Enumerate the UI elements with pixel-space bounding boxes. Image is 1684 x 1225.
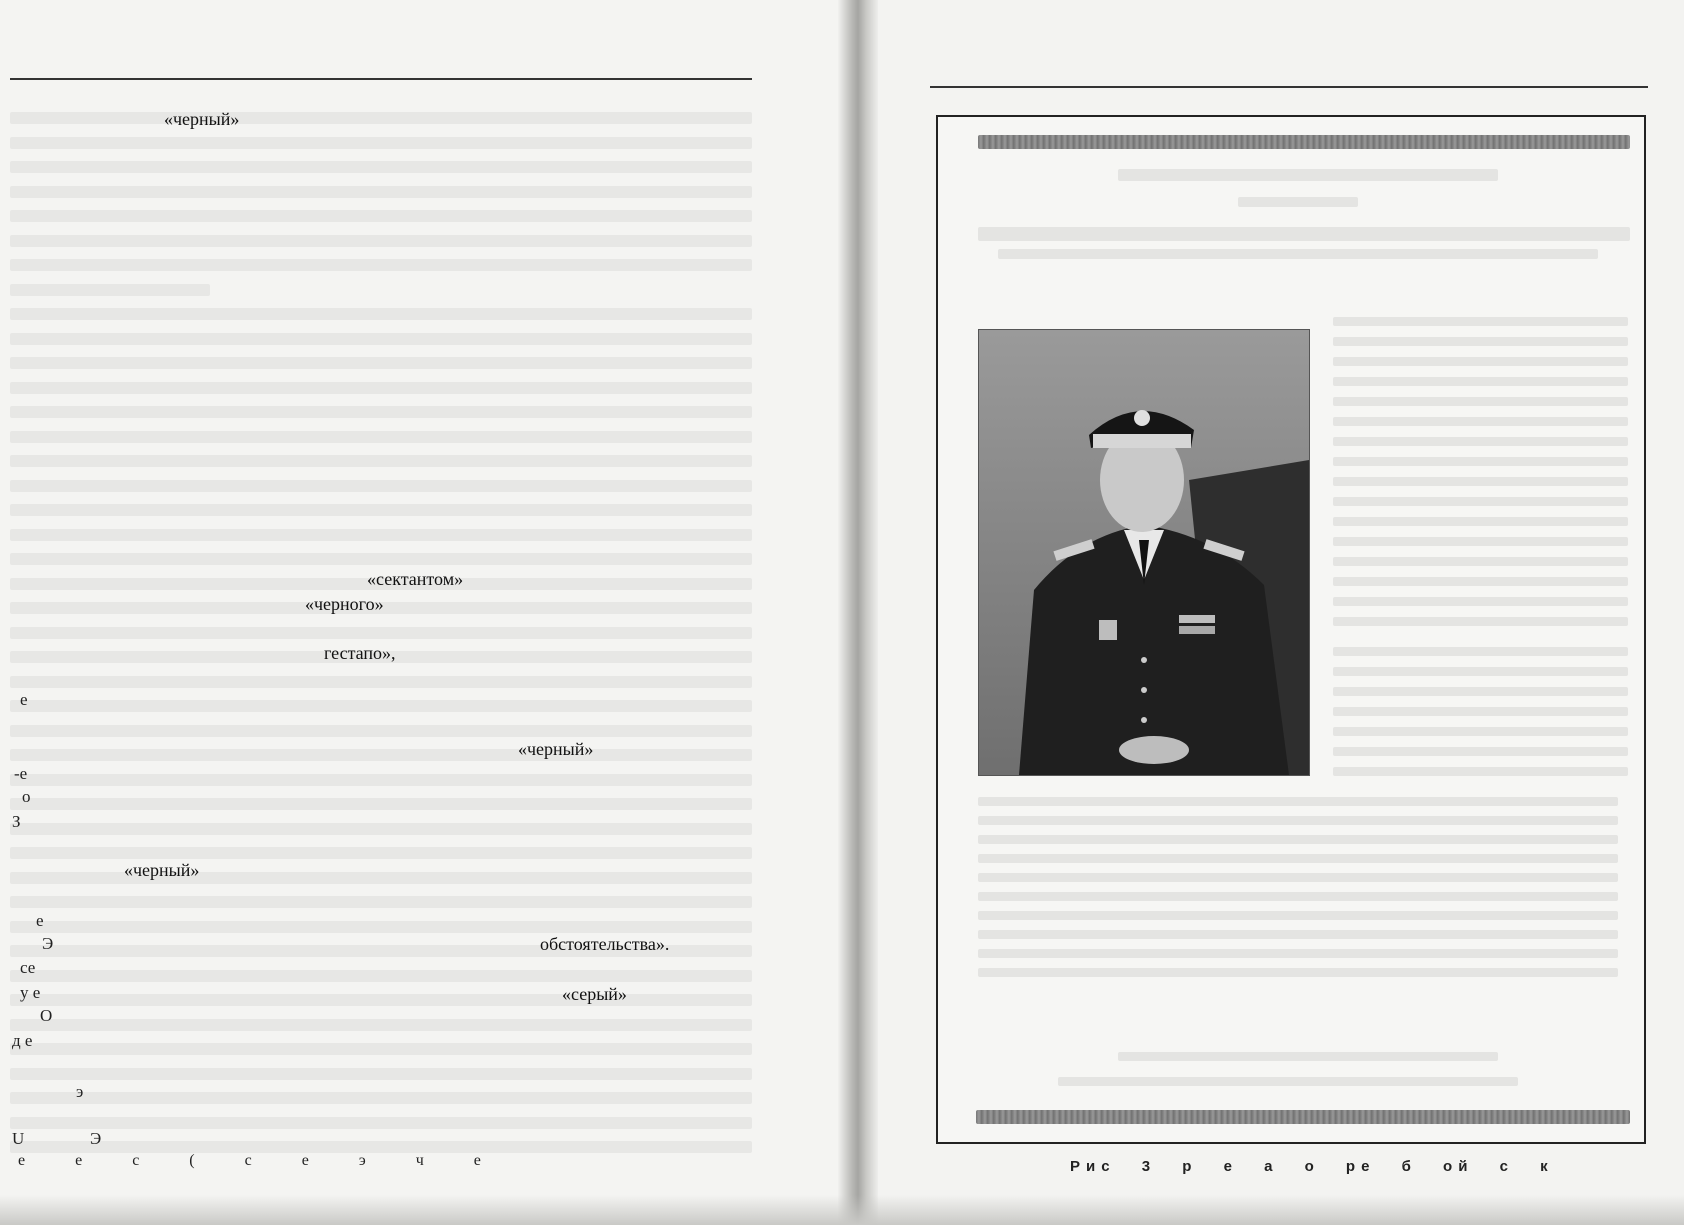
faded-text-line <box>10 970 752 982</box>
faded-text-line <box>1333 377 1628 386</box>
margin-fragment: Э <box>90 1129 102 1148</box>
faded-text-line <box>10 333 752 345</box>
faded-text-line <box>10 994 752 1006</box>
faded-text-line <box>978 968 1618 977</box>
faded-text-line <box>978 930 1618 939</box>
faded-text-line <box>1333 667 1628 676</box>
figure-caption: Рис 3 р е а о ре б ой с к <box>1070 1158 1554 1175</box>
faded-text-line <box>10 406 752 418</box>
faded-text-line <box>1333 357 1628 366</box>
margin-fragment: у е <box>20 983 41 1002</box>
faded-text-line <box>10 504 752 516</box>
faded-text-line <box>1333 437 1628 446</box>
faded-text-line <box>10 112 752 124</box>
faded-text-line <box>10 455 752 467</box>
faded-text-line <box>10 553 752 565</box>
faded-text-line <box>10 847 752 859</box>
word-chernyi-3: «черный» <box>124 860 200 880</box>
margin-fragment: о <box>22 787 31 806</box>
faded-text-line <box>1333 497 1628 506</box>
faded-text-line <box>10 210 752 222</box>
faded-text-line <box>1333 577 1628 586</box>
officer-portrait-photo <box>978 329 1310 776</box>
faded-text-line <box>1333 647 1628 656</box>
faded-text-line <box>10 700 752 712</box>
faded-text-line <box>1333 517 1628 526</box>
inset-frame <box>936 115 1646 1144</box>
faded-text-line <box>978 873 1618 882</box>
faded-text-line <box>10 921 752 933</box>
page-shadow <box>0 1195 1684 1225</box>
faded-text-line <box>10 186 752 198</box>
faded-text-line <box>978 911 1618 920</box>
faded-text-line <box>10 161 752 173</box>
faded-text-line <box>1333 417 1628 426</box>
faded-text-line <box>978 816 1618 825</box>
margin-fragment: U <box>12 1129 25 1148</box>
faded-text-line <box>978 892 1618 901</box>
margin-fragment: Э <box>42 934 54 953</box>
faded-text-line <box>10 725 752 737</box>
faded-text-line <box>10 1068 752 1080</box>
faded-text-line <box>978 835 1618 844</box>
faded-text-line <box>978 949 1618 958</box>
faded-text-line <box>1333 457 1628 466</box>
decorative-band-bottom <box>976 1110 1630 1124</box>
faded-text-line <box>1333 537 1628 546</box>
faded-text-line <box>10 137 752 149</box>
header-rule <box>930 86 1648 88</box>
faded-text-line <box>10 431 752 443</box>
faded-text-line <box>978 854 1618 863</box>
faded-text-line <box>10 774 752 786</box>
faded-text-line <box>1058 1077 1518 1086</box>
faded-text-line <box>10 1043 752 1055</box>
faded-text-line <box>1333 767 1628 776</box>
bottom-text-line: е е с ( с е э ч е <box>18 1152 489 1169</box>
faded-text-line <box>1333 687 1628 696</box>
word-chernyi-2: «черный» <box>518 739 594 759</box>
word-obstoyatelstva: обстоятельства». <box>540 934 670 954</box>
faded-text-line <box>10 823 752 835</box>
word-gestapo: гестапо», <box>324 643 396 663</box>
faded-text-line <box>10 798 752 810</box>
faded-text-line <box>10 896 752 908</box>
margin-fragment: д е <box>12 1031 33 1050</box>
margin-fragment: е <box>20 690 28 709</box>
margin-fragment: се <box>20 958 36 977</box>
faded-text-line <box>1333 747 1628 756</box>
word-seryi: «серый» <box>562 984 627 1004</box>
faded-text-line <box>10 480 752 492</box>
book-spine <box>838 0 878 1225</box>
faded-text-line <box>1333 397 1628 406</box>
faded-text-line <box>1333 727 1628 736</box>
faded-heading-line <box>1238 197 1358 207</box>
faded-text-line <box>10 749 752 761</box>
faded-text-line <box>10 1019 752 1031</box>
decorative-band-top <box>978 135 1630 149</box>
header-rule <box>10 78 752 80</box>
word-chernogo: «черного» <box>305 594 384 614</box>
faded-text-line <box>1333 707 1628 716</box>
margin-fragment: э <box>76 1082 84 1101</box>
word-sektantom: «сектантом» <box>367 569 464 589</box>
word-chernyi-1: «черный» <box>164 109 240 129</box>
margin-fragment: З <box>12 812 21 831</box>
faded-text-line <box>10 382 752 394</box>
faded-text-line <box>10 529 752 541</box>
faded-text-line <box>10 284 210 296</box>
margin-fragment: -е <box>14 764 28 783</box>
faded-text-line <box>10 1092 752 1104</box>
faded-text-line <box>10 1117 752 1129</box>
faded-text-line <box>1333 617 1628 626</box>
right-page <box>878 0 1684 1225</box>
faded-text-line <box>10 357 752 369</box>
faded-heading-line <box>998 249 1598 259</box>
faded-text-line <box>978 797 1618 806</box>
faded-text-line <box>10 308 752 320</box>
faded-heading-line <box>978 227 1630 241</box>
faded-text-line <box>10 235 752 247</box>
faded-text-line <box>1333 337 1628 346</box>
faded-text-line <box>10 872 752 884</box>
faded-text-line <box>1333 317 1628 326</box>
faded-heading-line <box>1118 169 1498 181</box>
faded-text-line <box>1118 1052 1498 1061</box>
faded-text-line <box>1333 477 1628 486</box>
faded-text-line <box>10 259 752 271</box>
faded-text-line <box>10 676 752 688</box>
faded-text-line <box>1333 557 1628 566</box>
faded-text-line <box>1333 597 1628 606</box>
faded-text-line <box>10 627 752 639</box>
margin-fragment: О <box>40 1006 53 1025</box>
margin-fragment: е <box>36 911 44 930</box>
